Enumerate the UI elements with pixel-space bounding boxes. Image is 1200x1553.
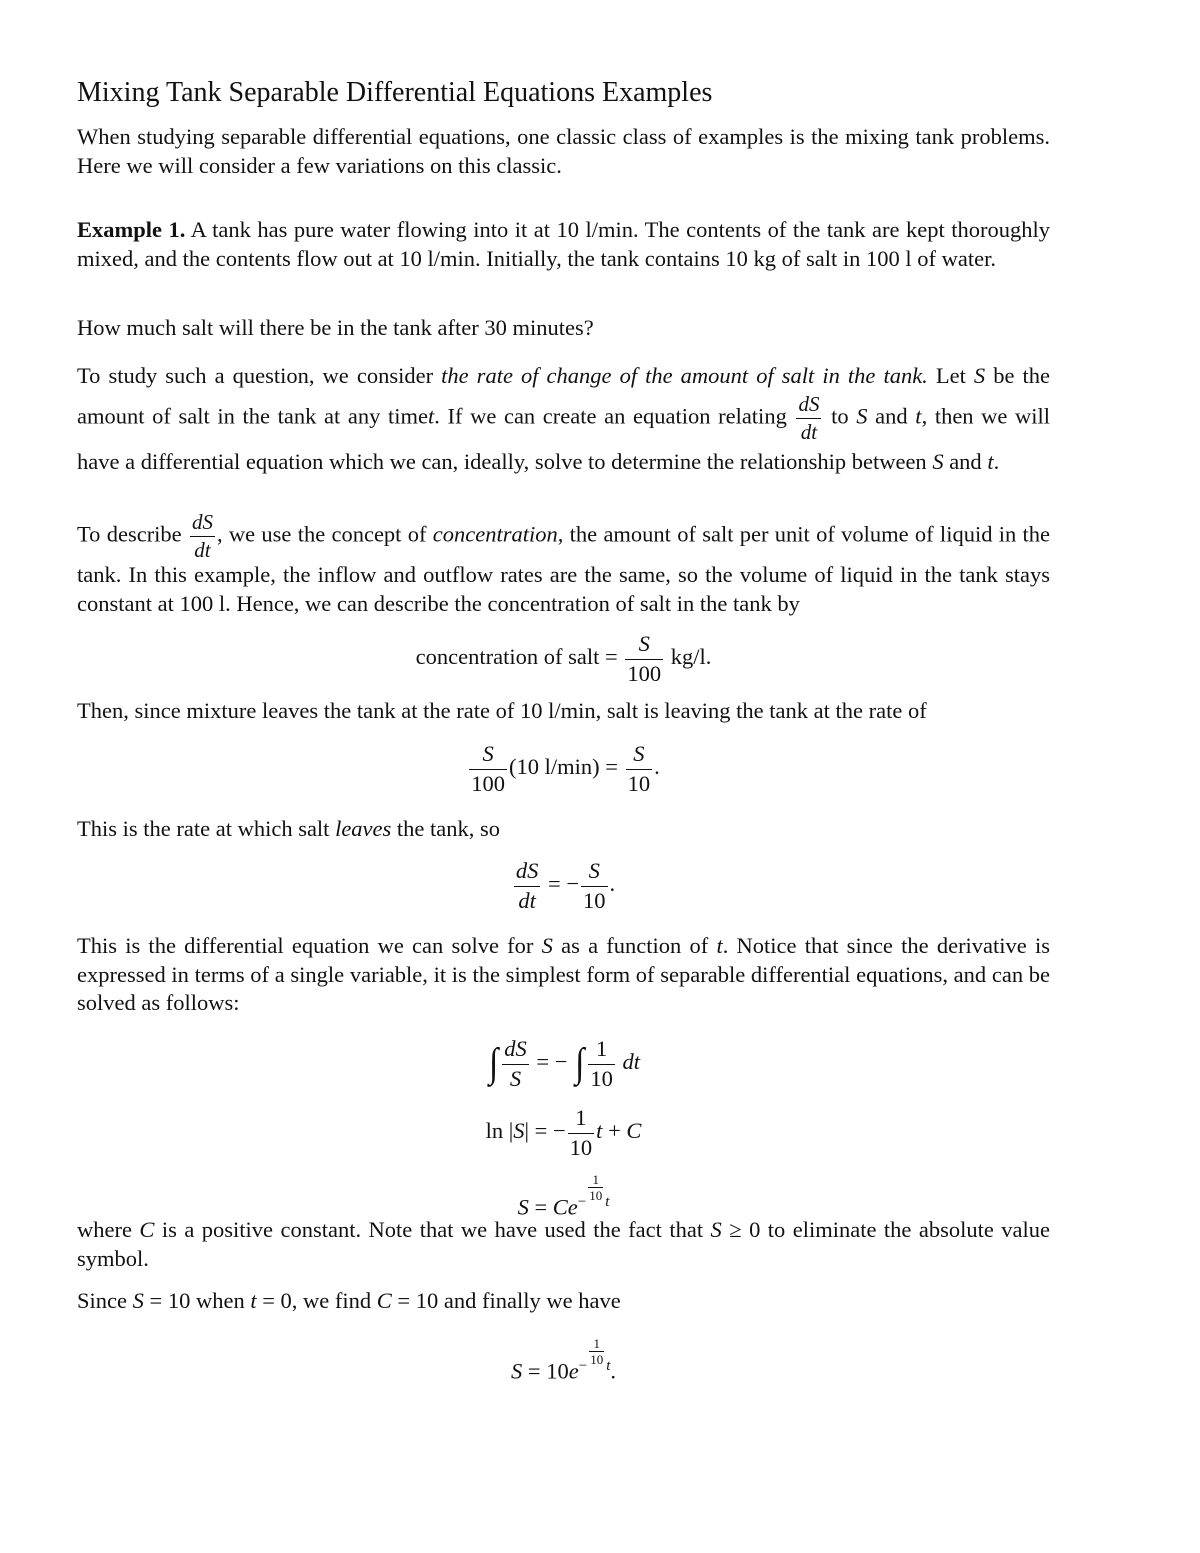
equation-differential: $\frac{dS}{dt}$ = − $\frac{S}{10}$ . — [515, 858, 616, 913]
intro-paragraph: When studying separable differential equations, one classic class of examples is the mixing tank problems. Here we will consider a few variations on this classic. — [77, 124, 1050, 178]
emphasis-rate: the rate of change of the amount of salt in the tank. — [441, 363, 928, 388]
equation-rate: $\frac{S}{100}$ (10 l/min) = $\frac{S}{10}$ . — [471, 741, 660, 796]
emphasis-concentration: concentration — [432, 521, 558, 547]
outflow-paragraph: Then, since mixture leaves the tank at the rate of 10 l/min, salt is leaving the tank at the rate of — [77, 698, 927, 723]
question-paragraph: How much salt will there be in the tank after 30 minutes? — [77, 315, 594, 340]
concentration-paragraph: To describe $\frac{dS}{dt}$ , we use the concept of concentration, the amount of salt per unit of volume of liquid in the tank. In this example, the inflow and outflow rates are the same, so the volume of liquid in the tank stays constant at 100 l. Hence, we can describe the concentration of salt in the tank by — [77, 510, 1051, 616]
example-label: Example 1. — [77, 217, 186, 242]
page-title: Mixing Tank Separable Differential Equations Examples — [77, 77, 713, 108]
equation-concentration: concentration of salt = $\frac{S}{100}$ kg/l. — [415, 631, 712, 686]
integral-sign: ∫ — [575, 1041, 585, 1086]
equation-solution-final: $S = 10e^{- \frac{1}{10} t}$. — [511, 1336, 616, 1384]
fraction-dS-dt: $\frac{dS}{dt}$ — [798, 392, 820, 444]
leaves-paragraph: This is the rate at which salt leaves the tank, so — [77, 816, 501, 841]
equation-log: ln |S| = − $\frac{1}{10}$ t + C — [485, 1105, 642, 1160]
separable-paragraph: This is the differential equation we can solve for S as a function of t. Notice that since the derivative is expressed in terms of a single variable, it is the simplest form of separable differential equations, and can be solved as follows: — [77, 933, 1051, 1015]
constant-paragraph: where C is a positive constant. Note that we have used the fact that S ≥ 0 to eliminate the absolute value symbol. — [77, 1217, 1050, 1271]
example-text: A tank has pure water flowing into it at 10 l/min. The contents of the tank are kept thoroughly mixed, and the contents flow out at 10 l/min. Initially, the tank contains 10 kg of salt in 100 l of water. — [77, 217, 1050, 271]
example-1-paragraph — [77, 216, 1050, 273]
fraction-dS-dt: $\frac{dS}{dt}$ — [191, 510, 213, 562]
integral-sign: ∫ — [488, 1041, 499, 1086]
rate-of-change-paragraph: To study such a question, we consider the rate of change of the amount of salt in the tank. Let S be the amount of salt in the tank at any timet. If we can create an equation relating $\frac{dS}{dt}$ to S and t, then we will have a differential equation which we can, ideally, solve to determine the relationship between S and t. — [77, 363, 1051, 474]
initial-condition-paragraph: Since S = 10 when t = 0, we find C = 10 and finally we have — [77, 1288, 621, 1313]
equation-solution-general: $S = Ce^{- \frac{1}{10} t}$ — [517, 1172, 610, 1220]
equation-integral: ∫ $\frac{dS}{S}$ = − ∫ $\frac{1}{10}$ dt — [488, 1036, 641, 1091]
